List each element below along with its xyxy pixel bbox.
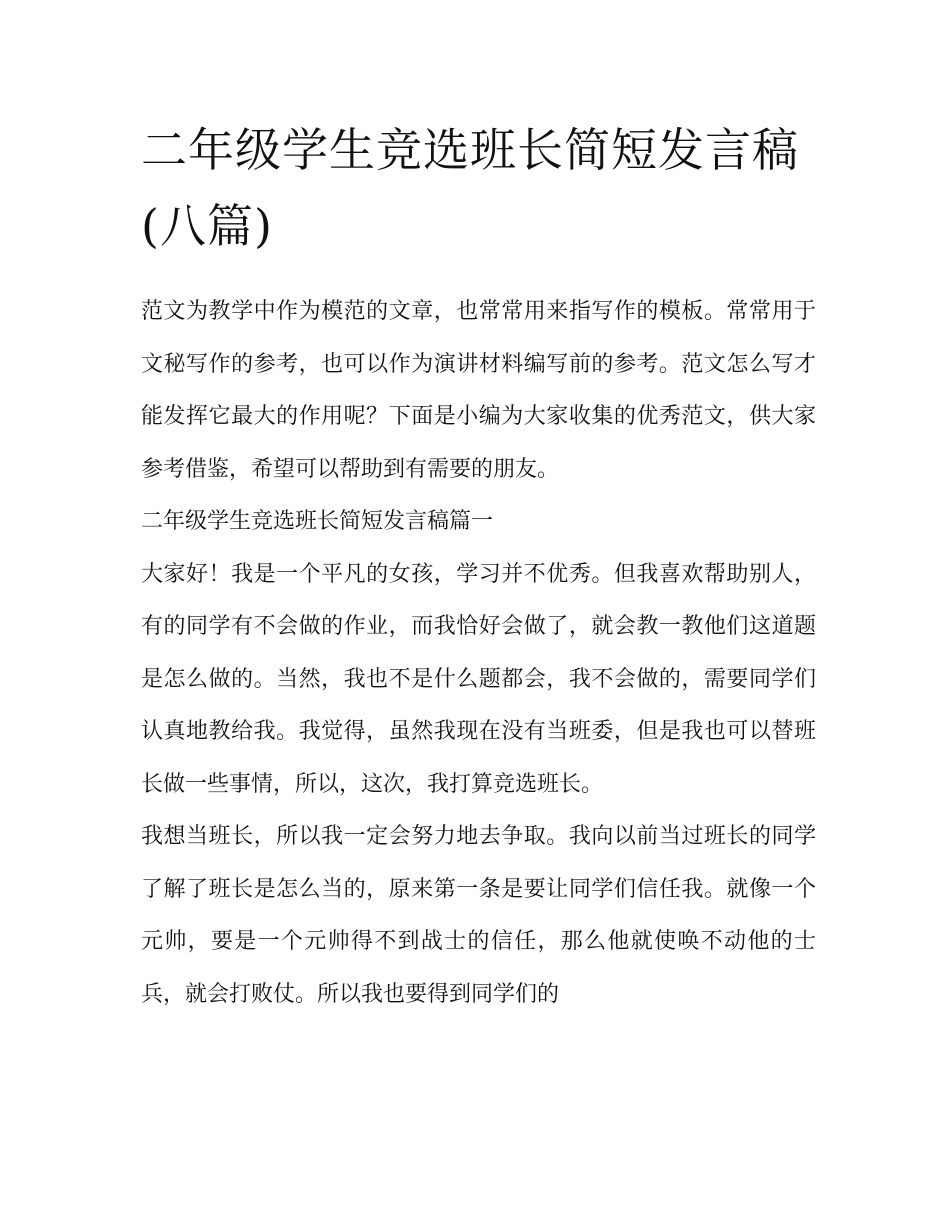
body-paragraph: 大家好！我是一个平凡的女孩，学习并不优秀。但我喜欢帮助别人，有的同学有不会做的作业，而我恰好会做了，就会教一教他们这道题是怎么做的。当然，我也不是什么题都会，我不会做的，需要同学们认真地教给我。我觉得，虽然我现在没有当班委，但是我也可以替班长做一些事情，所以，这次，我打算竞选班长。 [141,561,816,797]
document-content [141,112,816,1021]
section-heading: 二年级学生竞选班长简短发言稿篇一 [141,509,494,534]
document-title: 二年级学生竞选班长简短发言稿(八篇) [141,123,799,253]
body-paragraph: 我想当班长，所以我一定会努力地去争取。我向以前当过班长的同学了解了班长是怎么当的，原来第一条是要让同学们信任我。就像一个元帅，要是一个元帅得不到战士的信任，那么他就使唤不动他的士兵，就会打败仗。所以我也要得到同学们的 [141,824,816,1007]
intro-paragraph: 范文为教学中作为模范的文章，也常常用来指写作的模板。常常用于文秘写作的参考，也可以作为演讲材料编写前的参考。范文怎么写才能发挥它最大的作用呢？下面是小编为大家收集的优秀范文，供大家参考借鉴，希望可以帮助到有需要的朋友。 [141,299,816,482]
